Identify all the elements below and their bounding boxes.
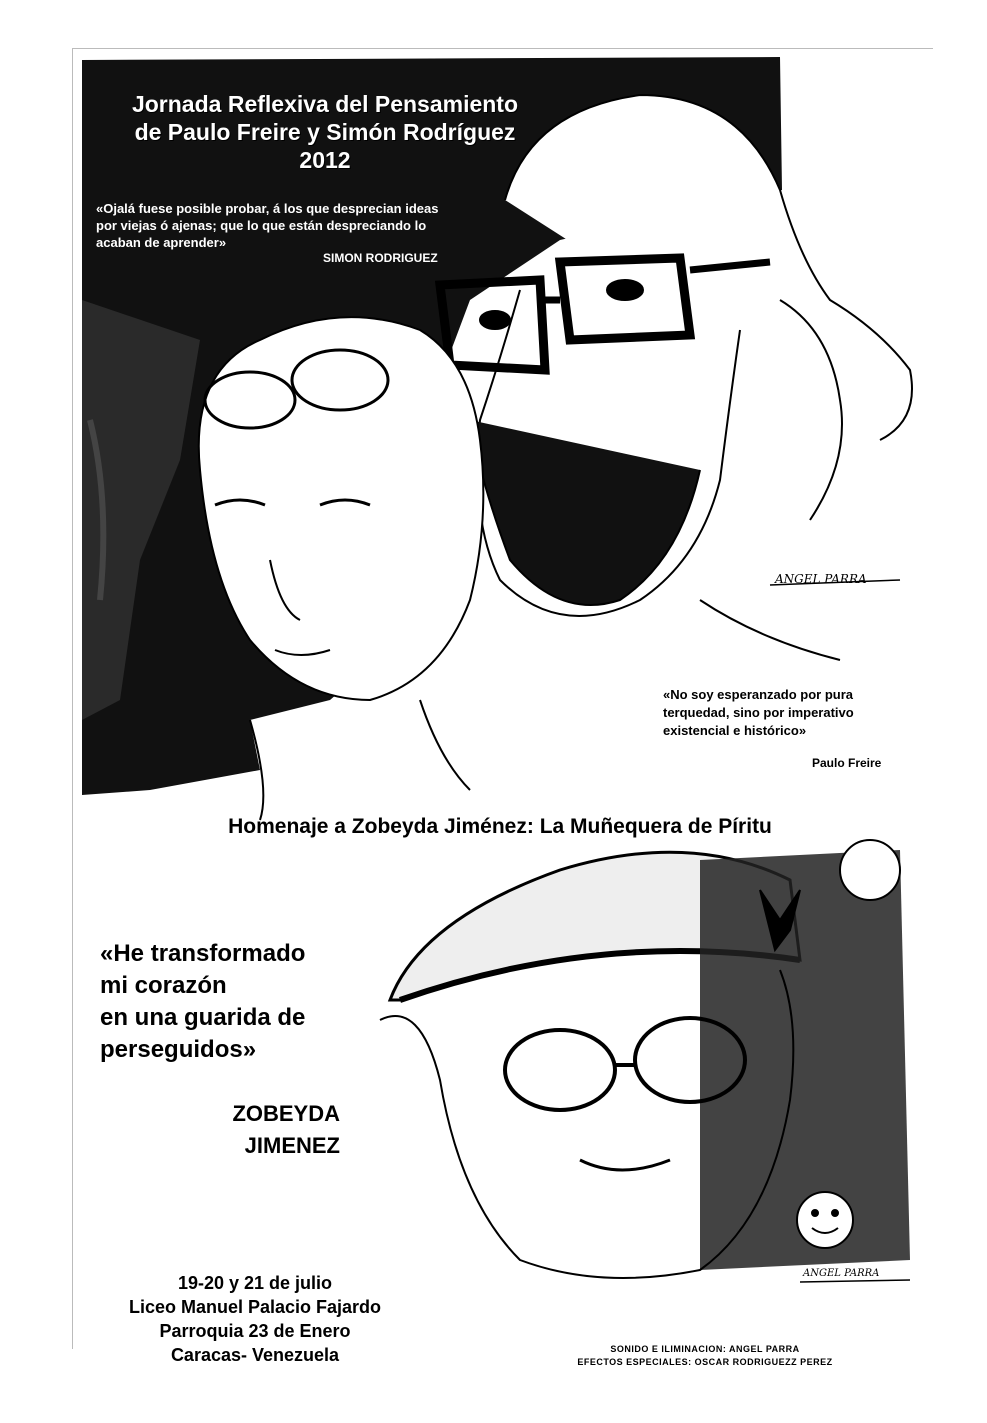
quote-line: en una guarida de <box>100 1004 306 1031</box>
quote-line: terquedad, sino por imperativo <box>663 705 854 720</box>
quote-line: acaban de aprender» <box>96 235 227 250</box>
quote-line: «Ojalá fuese posible probar, á los que desprecian ideas <box>96 201 439 216</box>
title-line: Jornada Reflexiva del Pensamiento <box>131 91 519 117</box>
poster-title <box>90 90 560 174</box>
author-line: JIMENEZ <box>244 1133 340 1158</box>
rodriguez-quote-author: SIMON RODRIGUEZ <box>323 251 438 265</box>
credit-line: EFECTOS ESPECIALES: OSCAR RODRIGUEZZ PEREZ <box>577 1357 833 1367</box>
credits <box>540 1343 870 1369</box>
zobeyda-quote <box>100 938 400 1066</box>
homage-heading: Homenaje a Zobeyda Jiménez: La Muñequera de Píritu <box>228 815 772 838</box>
quote-line: existencial e histórico» <box>663 723 807 738</box>
quote-line: por viejas ó ajenas; que lo que están despreciando lo <box>96 218 427 233</box>
title-year: 2012 <box>299 147 351 173</box>
event-dates: 19-20 y 21 de julio <box>177 1273 333 1293</box>
event-city: Caracas- Venezuela <box>170 1345 340 1365</box>
freire-quote-author: Paulo Freire <box>812 756 882 770</box>
quote-line: «No soy esperanzado por pura <box>663 687 853 702</box>
event-details <box>100 1271 410 1367</box>
artist-signature-top: ANGEL PARRA <box>775 572 867 586</box>
quote-line: «He transformado <box>100 940 306 967</box>
artist-signature-bottom: ANGEL PARRA <box>803 1268 880 1279</box>
credit-line: SONIDO E ILIMINACION: ANGEL PARRA <box>610 1344 800 1354</box>
rodriguez-quote <box>96 200 516 251</box>
event-venue: Liceo Manuel Palacio Fajardo <box>128 1297 382 1317</box>
zobeyda-quote-author <box>180 1098 340 1162</box>
freire-quote <box>663 686 898 740</box>
title-line: de Paulo Freire y Simón Rodríguez <box>134 119 516 145</box>
zobeyda-portrait-sketch <box>380 840 910 1278</box>
author-line: ZOBEYDA <box>232 1101 340 1126</box>
quote-line: mi corazón <box>100 972 227 999</box>
quote-line: perseguidos» <box>100 1036 257 1063</box>
event-parish: Parroquia 23 de Enero <box>159 1321 351 1341</box>
